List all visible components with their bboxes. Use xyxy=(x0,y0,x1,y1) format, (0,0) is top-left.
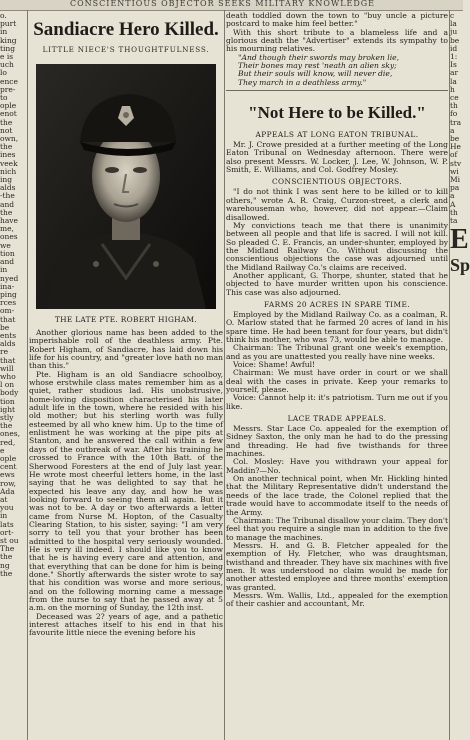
left-edge-fragment-line: and xyxy=(0,257,15,267)
left-edge-fragment-line: in xyxy=(0,27,8,37)
article-subhead: LITTLE NIECE'S THOUGHTFULNESS. xyxy=(42,45,210,54)
article-continuation xyxy=(226,12,448,54)
left-edge-fragment-line: uch xyxy=(0,60,14,70)
left-edge-fragment-line: ence xyxy=(0,76,18,86)
left-edge-fragment-line: nyed xyxy=(0,273,19,283)
left-edge-fragment-line: we xyxy=(0,240,11,250)
lace-paragraph: Messrs. Star Lace Co. appealed for the exemption of Sidney Saxton, the only man he had to do the pressing and threading. He had five twisthands for three machines. xyxy=(226,424,448,459)
right-edge-fragment-line: th xyxy=(450,101,458,111)
verse-line: "And though their swords may broken lie, xyxy=(238,52,400,62)
left-edge-fragment-line: cent xyxy=(0,462,17,472)
right-edge-fragment-line: Sp xyxy=(450,255,470,276)
right-edge-fragment-line: tra xyxy=(450,117,462,127)
left-edge-fragment-line: to xyxy=(0,93,8,103)
lace-paragraph: Col. Mosley: Have you withdrawn your appeal for Maddin?—No. xyxy=(226,457,448,475)
left-edge-fragment-line: stly xyxy=(0,412,14,422)
tribunal-headline: "Not Here to be Killed." xyxy=(248,103,426,123)
tribunal-column xyxy=(226,12,448,740)
right-edge-fragment-line: ce xyxy=(450,93,459,103)
lace-paragraph: Chairman: The Tribunal disallow your claim. They don't feel that you require a single man in addition to the five to manage the machines. xyxy=(226,515,449,542)
continuation-paragraph: With this short tribute to a blameless life and a glorious death the "Advertiser" extends its sympathy to his mourning relatives. xyxy=(226,27,448,54)
left-edge-fragment-line: king xyxy=(0,35,17,45)
left-edge-fragment-line: ines xyxy=(0,150,16,160)
left-edge-fragment-line: the xyxy=(0,568,13,578)
right-edge-fragment-line: of xyxy=(450,150,458,160)
left-edge-fragment-line: and xyxy=(0,199,15,209)
left-edge-fragment-line: l on xyxy=(0,380,15,390)
left-edge-fragment-line: you xyxy=(0,503,14,513)
left-edge-fragment-line: e xyxy=(0,445,5,455)
lace-paragraph: On another technical point, when Mr. Hickling hinted that the Military Representative didn't understand the needs of the lace trade, the Colonel replied that the trade would have to accommodate itself to the needs of the Army. xyxy=(226,474,448,517)
objectors-paragraph: Another applicant, G. Thorpe, shunter, stated that he objected to have murder written upon his conscience. This case was also adjourned. xyxy=(226,270,448,297)
left-edge-fragment-line: purt xyxy=(0,19,17,29)
left-edge-fragment-line: the xyxy=(0,207,13,217)
left-edge-fragment-line: lats xyxy=(0,519,14,529)
right-edge-fragment-line: ju xyxy=(450,27,458,37)
left-edge-fragment-line: ina- xyxy=(0,281,15,291)
left-edge-fragment-line: tion xyxy=(0,248,15,258)
article-body xyxy=(29,329,223,638)
left-edge-fragment-line: lo xyxy=(0,68,7,78)
right-edge-fragment-line: E xyxy=(450,224,469,256)
left-edge-fragment-line: ents xyxy=(0,330,17,340)
right-edge-fragment-line: Is xyxy=(450,60,457,70)
left-edge-fragment-line: re xyxy=(0,347,9,357)
verse-line: Their bones may rest 'neath an alien sky; xyxy=(238,61,397,71)
farms-heading: FARMS 20 ACRES IN SPARE TIME. xyxy=(264,299,410,309)
left-edge-fragment-line: tion xyxy=(0,396,15,406)
right-edge-fragment-line: 1: xyxy=(450,52,458,62)
left-edge-fragment-line: the xyxy=(0,421,13,431)
left-edge-fragment-line: st ou xyxy=(0,536,19,545)
right-edge-fragment-line: be xyxy=(450,134,460,144)
memorial-verse xyxy=(226,54,448,87)
left-edge-fragment-line: who xyxy=(0,371,16,381)
main-article xyxy=(29,12,223,740)
left-edge-fragment-line: ort- xyxy=(0,527,14,537)
left-edge-fragment-line: red, xyxy=(0,437,16,447)
left-edge-fragment-line: have xyxy=(0,216,18,226)
article-paragraph: Pte. Higham is an old Sandiacre schoolboy, whose erstwhile class mates remember him as a quiet, rather studious lad. His unobstrusive, home-loving disposition characterised his later adult life in the town, where he resided with his old mother; but his sterling worth was fully esteemed by all who knew him. Up to the time of enlistment he was working at the pipe pits at Stanton, and he answered the call within a few days of the outbreak of war. After his training he crossed to France with the 10th Batt. of the Sherwood Foresters at the end of July last year. He wrote most cheerful letters home, in the last saying that he was delighted to say that he expected his leave any day, and how he was looking forward to seeing them all again. But it was not to be. A day or two afterwards a letter came from Nurse M. Hopton, of the Casualty Clearing Station, to his sister, saying: "I am very sorry to tell you that your brother has been admitted to the hospital very seriously wounded. He is very ill indeed. I should like you to know that he is having every care and attention, and that everything that can be done for him is being done." Shortly afterwards the sister wrote to say that his condition was worse and more serious, and on the following morning came a message from the nurse to say that he passed away at 5 a.m. on the morning of Sunday, the 12th inst. xyxy=(29,369,223,613)
left-edge-fragment-line: ng xyxy=(0,560,10,570)
top-strip xyxy=(0,0,463,11)
left-edge-fragment-line: rces xyxy=(0,298,17,308)
left-edge-fragment-line: ones xyxy=(0,232,18,242)
right-edge-fragment-line: id xyxy=(450,43,458,53)
left-edge-fragment-line: The xyxy=(0,544,15,554)
left-edge-fragment-line: nich xyxy=(0,166,17,176)
left-edge-fragment-line: ping xyxy=(0,289,17,299)
right-edge-fragment-line: ar xyxy=(450,68,459,78)
left-edge-fragment-line: at xyxy=(0,494,8,504)
column-rule-middle xyxy=(224,10,225,740)
right-edge-fragment-line: He xyxy=(450,142,461,152)
left-edge-fragment-line: ting xyxy=(0,43,16,53)
left-edge-fragment-line: pre- xyxy=(0,84,16,94)
left-edge-fragment-line: -the xyxy=(0,191,15,201)
right-edge-fragment-line: A xyxy=(450,199,456,209)
soldier-portrait xyxy=(36,64,216,309)
continuation-paragraph: death toddled down the town to "buy uncle a picture postcard to make him feel better." xyxy=(226,11,448,29)
running-head: CONSCIENTIOUS OBJECTOR SEEKS MILITARY KNOWLEDGE xyxy=(70,0,375,8)
objectors-paragraph: "I do not think I was sent here to be killed or to kill others," wrote A. R. Craig, Curzon-street, a clerk and warehouseman who, however, did not appear.—Claim disallowed. xyxy=(226,187,448,222)
left-edge-fragment-line: the xyxy=(0,552,13,562)
left-edge-fragment-line: row, xyxy=(0,478,17,488)
lace-paragraph: Messrs. Wm. Wallis, Ltd., appealed for the exemption of their cashier and accountant, Mr. xyxy=(226,590,448,609)
right-edge-fragment-line: stv xyxy=(450,158,462,168)
left-edge-fragment-line: ight xyxy=(0,404,16,414)
left-edge-fragment-line: e is xyxy=(0,52,14,62)
objectors-heading: CONSCIENTIOUS OBJECTORS. xyxy=(271,177,403,187)
left-edge-fragment-line: the xyxy=(0,117,13,127)
left-edge-fragment-line: the xyxy=(0,142,13,152)
left-edge-fragment-line: Ada xyxy=(0,486,15,496)
farms-paragraph: Voice: Shame! Awful! xyxy=(233,360,316,369)
farms-paragraph: Chairman: The Tribunal grant one week's exemption, and as you are unattested you really have nine weeks. xyxy=(226,343,448,361)
portrait-caption: THE LATE PTE. ROBERT HIGHAM. xyxy=(54,315,198,324)
left-edge-fragment-line: in xyxy=(0,511,8,521)
lace-heading: LACE TRADE APPEALS. xyxy=(287,414,387,424)
article-paragraph: Another glorious name has been added to the imperishable roll of the deathless army. Pte. Robert Higham, of Sandiacre, has laid down his life for his country, and "greater love hath no man than this." xyxy=(29,328,223,371)
left-edge-fragment-line: ople xyxy=(0,453,17,463)
right-column-fragment xyxy=(450,11,470,740)
left-edge-fragment-line: alds xyxy=(0,339,16,349)
left-edge-fragment-line: ople xyxy=(0,101,17,111)
appeals-paragraph: Mr. J. Crowe presided at a further meeting of the Long Eaton Tribunal on Wednesday afternoon. There were also present Messrs. W. Locker, J. Lee, W. Johnson, W. P. Smith, E. Williams, and Col. Godfrey Mosley. xyxy=(226,140,448,175)
section-divider xyxy=(226,90,448,91)
right-edge-fragment-line: pa xyxy=(450,183,460,193)
right-edge-fragment-line: c xyxy=(450,11,455,20)
left-edge-fragment-line: in xyxy=(0,265,8,275)
article-headline: Sandiacre Hero Killed. xyxy=(33,19,219,40)
appeals-heading: APPEALS AT LONG EATON TRIBUNAL. xyxy=(255,130,419,140)
lace-paragraph: Messrs. H. and G. B. Fletcher appealed for the exemption of Hy. Fletcher, who was draughtsman, twisthand and threader. They have six machines with five men. It was understood no claim would be made for another attested employee and three months' exemption was granted. xyxy=(226,540,448,592)
left-edge-fragment-line: not xyxy=(0,125,13,135)
left-edge-fragment-line: enot xyxy=(0,109,17,119)
article-paragraph: Deceased was 2? years of age, and a pathetic interest attaches itself to his end in that his favourite little niece the evening before his xyxy=(29,611,223,638)
column-rule-left xyxy=(27,10,28,740)
right-edge-fragment-line: th xyxy=(450,207,458,217)
left-edge-fragment-line: ing xyxy=(0,175,13,185)
farms-paragraph: Chairman: We must have order in court or we shall deal with the cases in private. Keep your remarks to yourself, please. xyxy=(226,368,448,395)
right-edge-fragment-line: be xyxy=(450,35,460,45)
right-edge-fragment-line: a xyxy=(450,125,455,135)
verse-line: They march in a deathless army." xyxy=(238,77,367,87)
left-edge-fragment-line: own, xyxy=(0,134,19,144)
left-edge-fragment-line: that xyxy=(0,314,16,324)
objectors-paragraph: My convictions teach me that there is unanimity between all people and that life is sacred. I will not kill. So pleaded C. E. Francis, an under-shunter, employed by the Midland Railway Co. Without discussing the conscientious objections the case was adjourned until the Midland Railway Co.'s claims are received. xyxy=(226,220,448,272)
right-edge-fragment-line: a xyxy=(450,191,455,201)
left-edge-fragment-line: veek xyxy=(0,158,18,168)
left-edge-fragment-line: o. xyxy=(0,11,7,20)
left-edge-fragment-line: me, xyxy=(0,224,14,234)
right-edge-fragment-line: ta xyxy=(450,216,458,226)
right-edge-fragment-line: Mi xyxy=(450,175,461,185)
left-edge-fragment-line: that xyxy=(0,355,16,365)
left-edge-fragment-line: alds xyxy=(0,183,16,193)
left-edge-fragment-line: will xyxy=(0,363,14,373)
left-edge-fragment-line: ones, xyxy=(0,429,21,439)
right-edge-fragment-line: wi xyxy=(450,166,459,176)
left-edge-fragment-line: om- xyxy=(0,306,15,316)
left-column-fragment xyxy=(0,12,25,740)
right-edge-fragment-line: la xyxy=(450,19,457,29)
farms-paragraph: Voice: Cannot help it: it's patriotism. Turn me out if you like. xyxy=(226,393,448,411)
right-edge-fragment-line: fo xyxy=(450,109,458,119)
right-edge-fragment-line: h xyxy=(450,84,455,94)
farms-paragraph: Employed by the Midland Railway Co. as a coalman, R. O. Marlow stated that he farmed 20 acres of land in his spare time. He had been tenant for four years, but didn't think his mother, who was 73, would be able to manage. xyxy=(226,309,448,344)
left-edge-fragment-line: body xyxy=(0,388,19,398)
left-edge-fragment-line: ews xyxy=(0,470,15,480)
left-edge-fragment-line: be xyxy=(0,322,10,332)
right-edge-fragment-line: la xyxy=(450,76,457,86)
verse-line: But their souls will know, will never die, xyxy=(238,69,393,79)
